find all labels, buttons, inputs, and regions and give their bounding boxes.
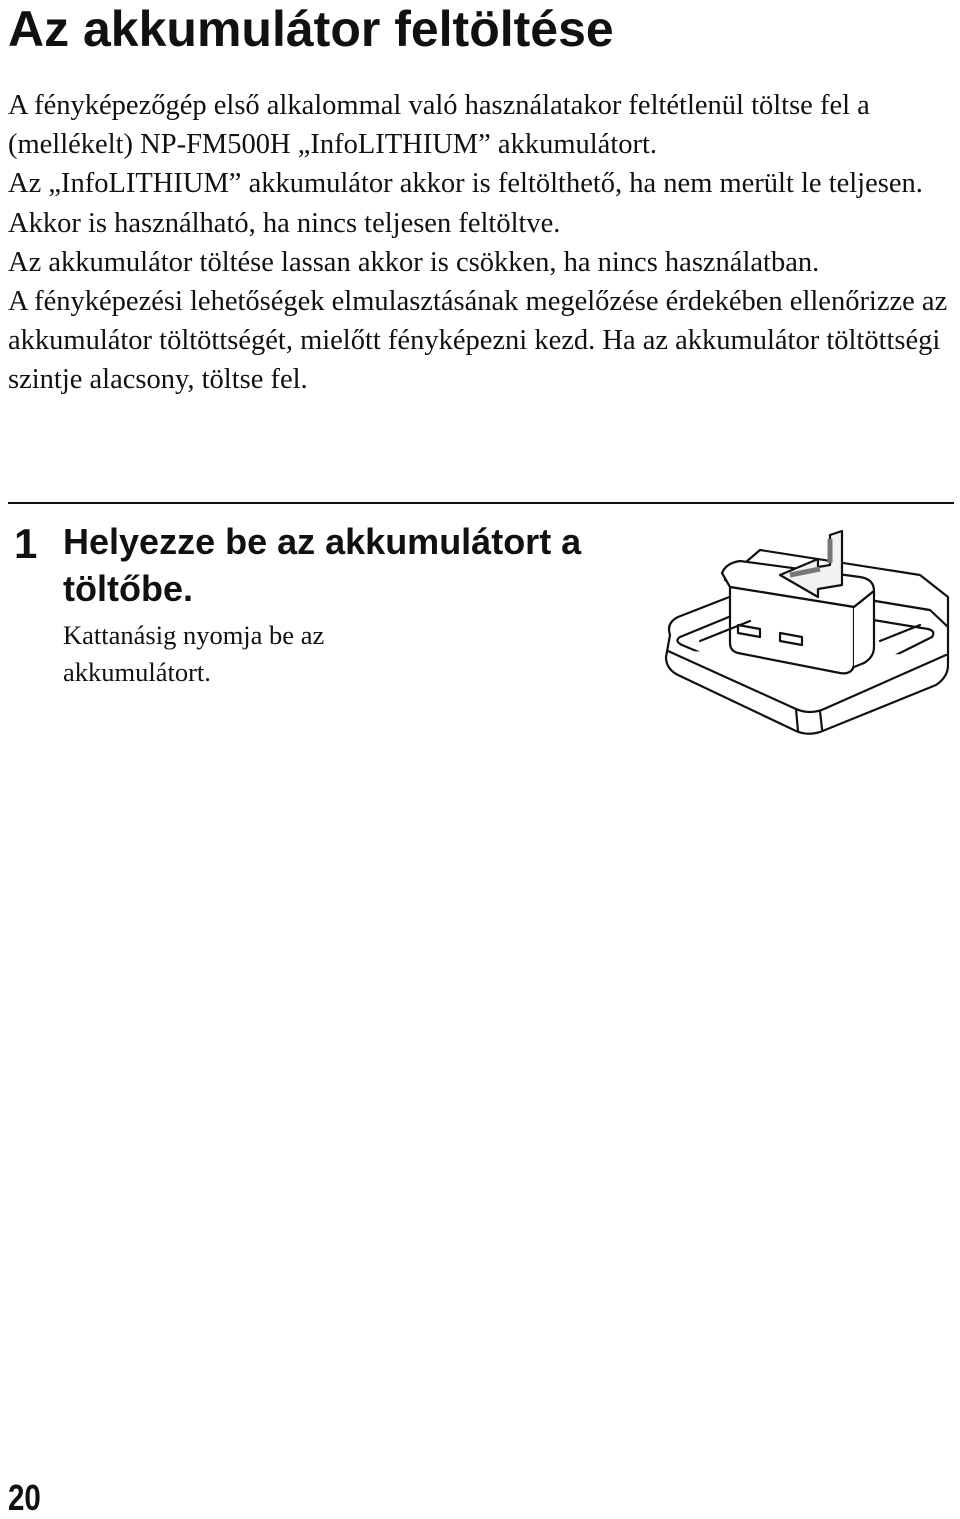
step-number: 1 (14, 520, 38, 567)
step-heading: Helyezze be az akkumulátort a töltőbe. (63, 521, 582, 609)
intro-paragraph: Az akkumulátor töltése lassan akkor is csökken, ha nincs használatban. (8, 246, 820, 278)
page-title: Az akkumulátor feltöltése (8, 1, 614, 57)
intro-paragraph: Az „InfoLITHIUM” akkumulátor akkor is feltölthető, ha nem merült le teljesen. (8, 168, 923, 200)
step-instruction: Kattanásig nyomja be az akkumulátort. (63, 620, 325, 687)
section-divider (8, 502, 954, 504)
intro-text (8, 86, 953, 400)
intro-paragraph: A fényképezőgép első alkalommal való használatakor feltétlenül töltse fel a (mellékelt) NP-FM500H „InfoLITHIUM” akkumulátort. (8, 90, 870, 161)
intro-paragraph: Akkor is használható, ha nincs teljesen feltöltve. (8, 207, 561, 239)
intro-paragraph: A fényképezési lehetőségek elmulasztásának megelőzése érdekében ellenőrizze az akkumulátor töltöttségét, mielőtt fényképezni kezd. Ha az akkumulátor töltöttségi szintje alacsony, töltse fel. (8, 286, 948, 396)
page-number: 20 (8, 1477, 41, 1518)
battery-charger-illustration (660, 525, 955, 745)
